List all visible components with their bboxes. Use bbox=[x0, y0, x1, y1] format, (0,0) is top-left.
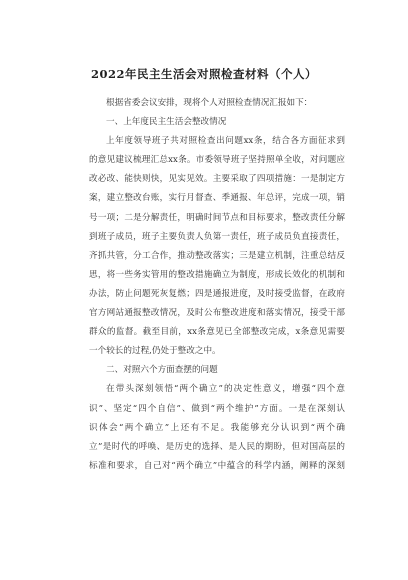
text-line: 办法，防止问题死灰复燃；四是通报进度，及时接受监督，在政府 bbox=[89, 288, 345, 299]
document-title: 2022年民主生活会对照检查材料（个人） bbox=[90, 67, 317, 81]
text-line: 根据省委会议安排，现将个人对照检查情况汇报如下： bbox=[106, 98, 313, 108]
text-line: 群众的监督。截至目前，xx条意见已全部整改完成，x条意见需要 bbox=[89, 327, 345, 338]
text-line: 案，建立整改台账，实行月督查、季通报、年总评，完成一项，销 bbox=[89, 193, 345, 204]
text-line: 到班子成员，班子主要负责人负第一责任，班子成员负直接责任， bbox=[89, 231, 345, 242]
text-line: 立”是时代的呼唤、是历史的选择、是人民的期盼，但对国高层的 bbox=[89, 441, 345, 452]
text-line: 二、对照六个方面查摆的问题 bbox=[106, 365, 218, 376]
text-line: 在带头深刻领悟“两个确立”的决定性意义，增强“四个意 bbox=[106, 384, 345, 395]
text-line: 官方网站通报整改情况，及时公布整改进度和落实情况，接受干部 bbox=[89, 308, 345, 319]
text-line: 一、上年度民主生活会整改情况 bbox=[106, 117, 227, 128]
text-line: 号一项；二是分解责任，明确时间节点和目标要求，整改责任分解 bbox=[89, 212, 345, 223]
text-line: 改必改、能快则快，见实见效。主要采取了四项措施：一是制定方 bbox=[89, 174, 345, 185]
text-line: 识”、坚定“四个自信”、做到“两个维护”方面。一是在深刻认 bbox=[89, 403, 345, 414]
text-line: 标准和要求，自己对“两个确立”中蕴含的科学内涵，阐释的深刻 bbox=[89, 460, 345, 471]
text-line: 思，将一些务实管用的整改措施确立为制度，形成长效化的机制和 bbox=[89, 269, 345, 280]
text-line: 识体会“两个确立”上还有不足。我能够充分认识到“两个确 bbox=[89, 422, 345, 433]
text-line: 上年度领导班子共对照检查出问题xx条，结合各方面征求到 bbox=[106, 136, 345, 147]
text-line: 的意见建议梳理汇总xx条。市委领导班子坚持照单全收，对问题应 bbox=[89, 155, 345, 166]
document-body bbox=[89, 94, 345, 476]
text-line: 齐抓共管，分工合作，推动整改落实；三是建立机制，注重总结反 bbox=[89, 250, 345, 261]
text-line: 一个较长的过程,仍处于整改之中。 bbox=[89, 346, 221, 357]
